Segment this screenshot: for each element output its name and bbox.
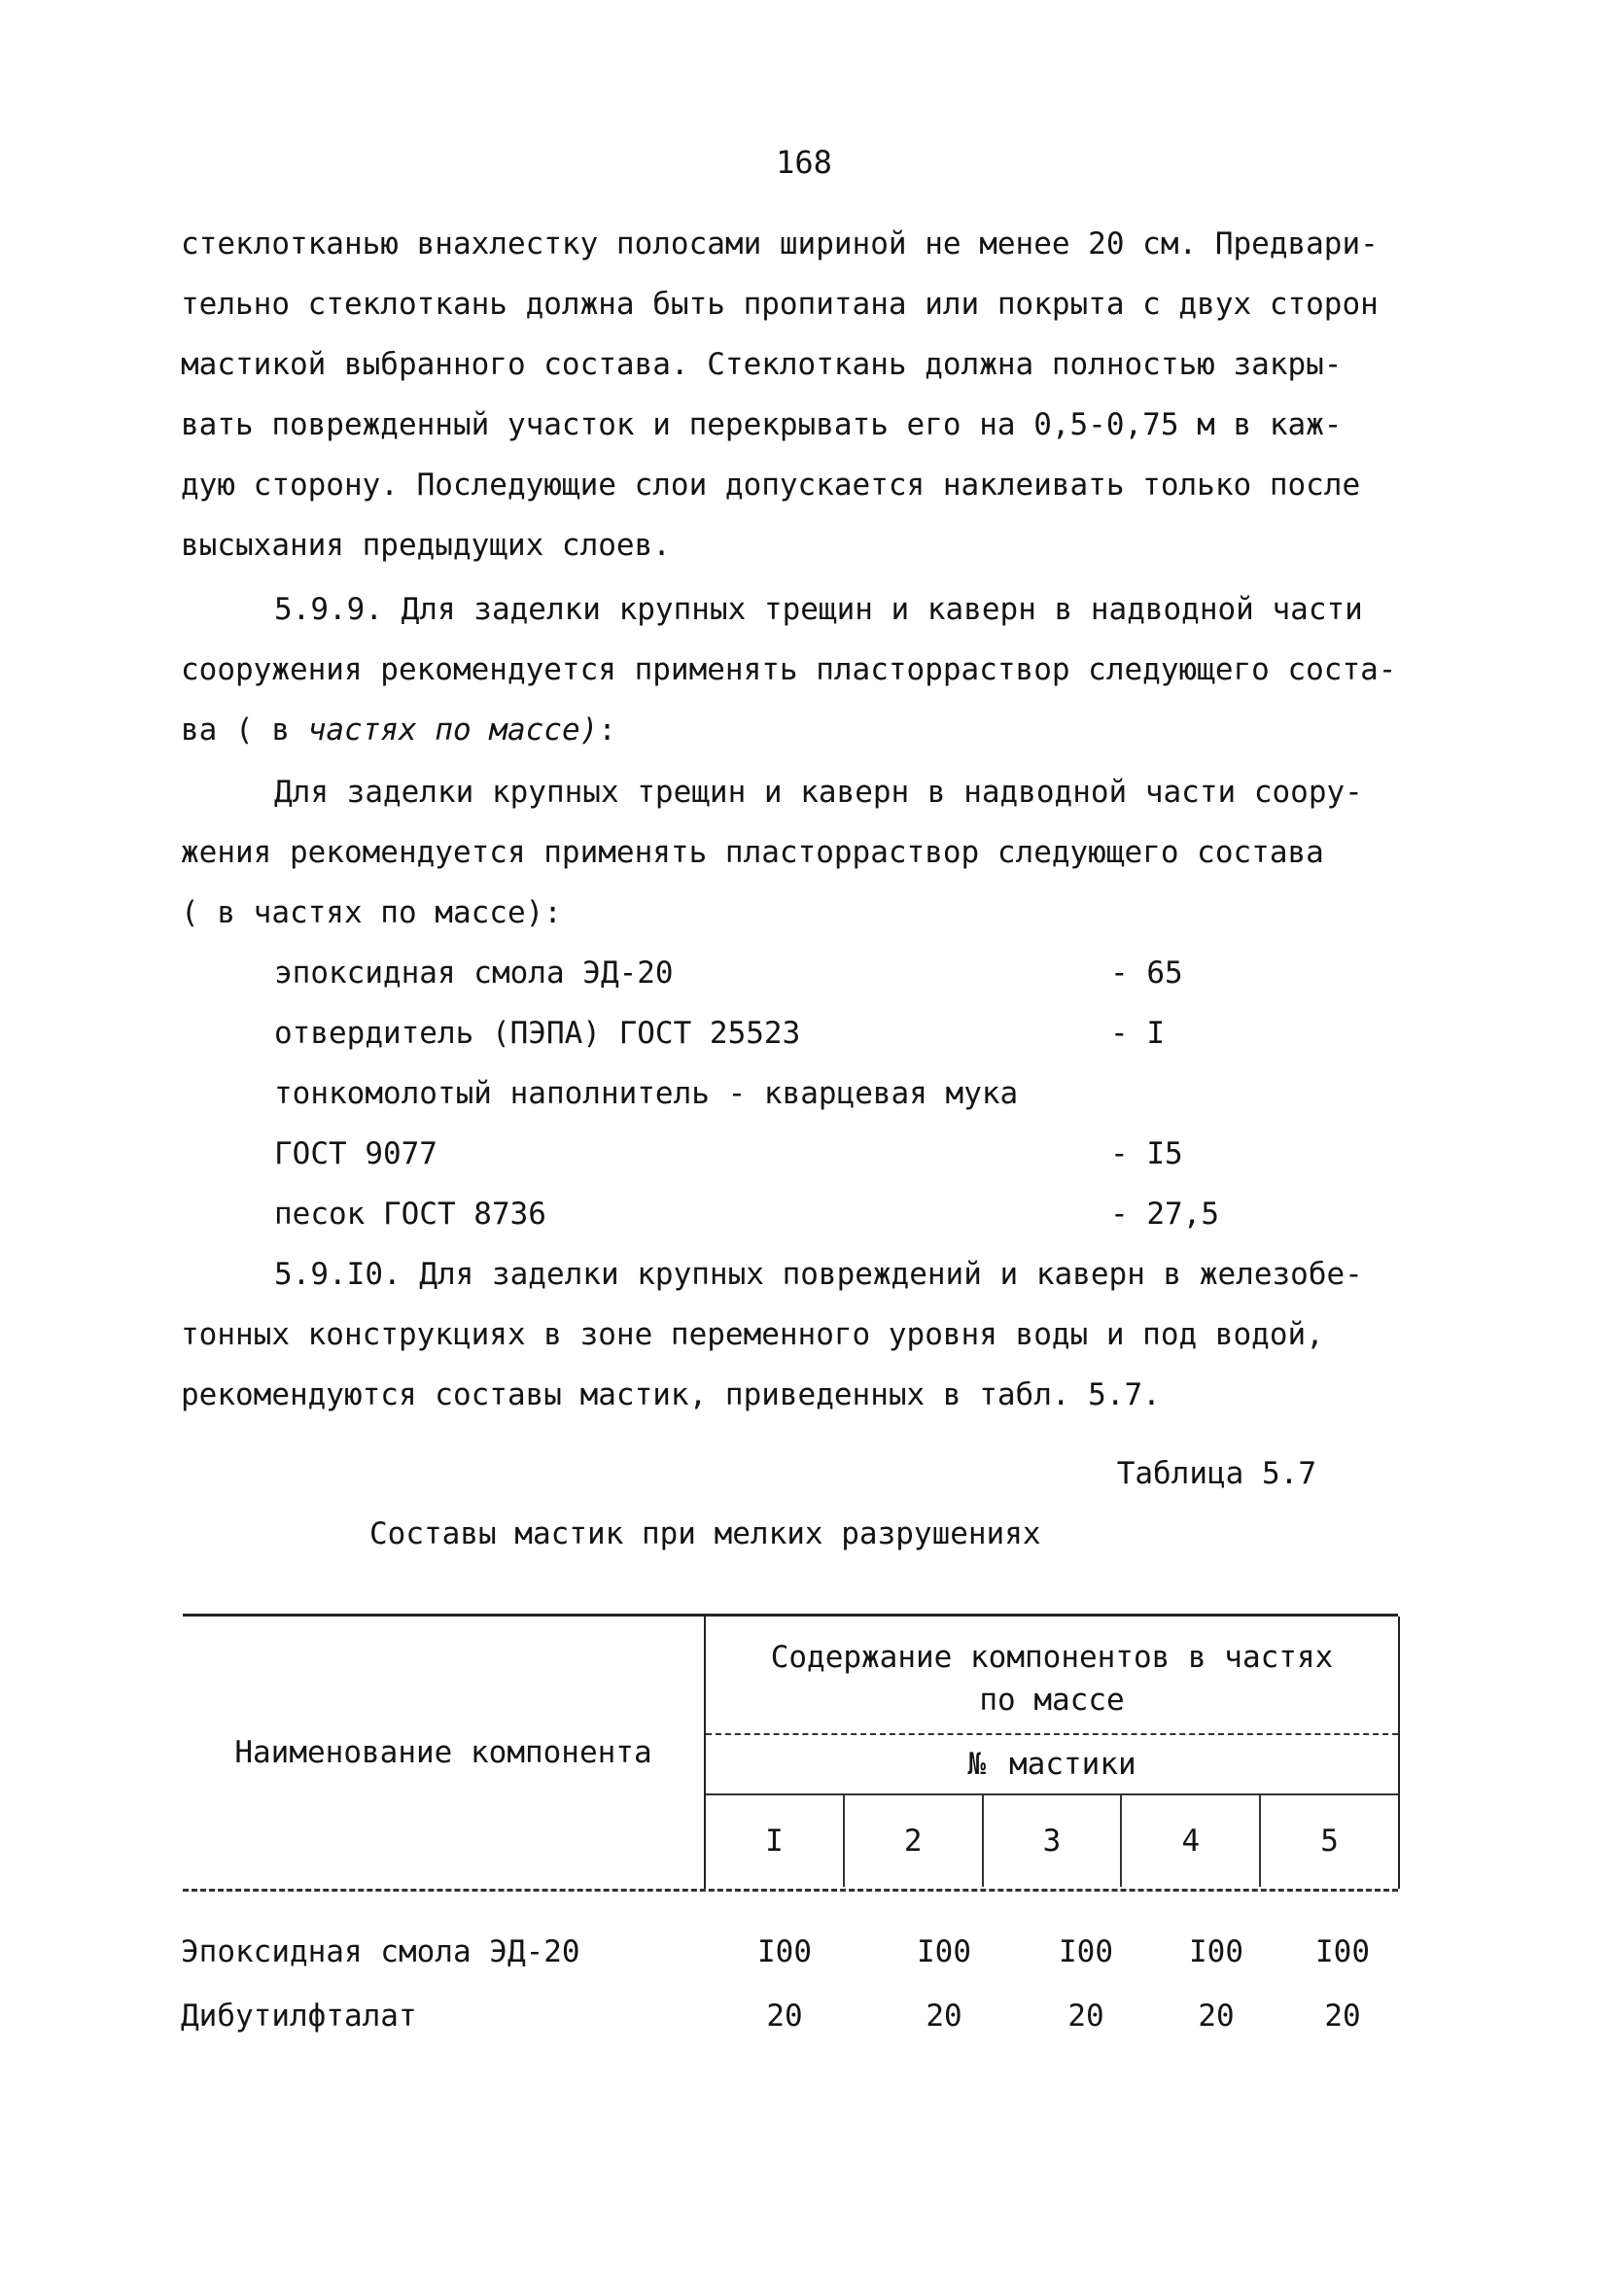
table-caption: Таблица 5.7: [1116, 1456, 1316, 1491]
recipe-item-name: эпоксидная смола ЭД-20: [274, 956, 674, 991]
recipe-item-name: тонкомолотый наполнитель - кварцевая мука: [274, 1076, 1019, 1111]
table-cell: I00: [1315, 1934, 1370, 1969]
header-mastic-columns: [706, 1795, 1398, 1887]
italic-text: частях по массе): [307, 713, 599, 748]
recipe-item: [274, 1184, 1246, 1244]
recipe-item-name: ГОСТ 9077: [274, 1136, 437, 1171]
header-column-number: I: [706, 1795, 845, 1887]
header-content-line: Содержание компонентов в частях: [770, 1640, 1334, 1675]
paragraph-repeat: [181, 762, 1435, 943]
header-column-number: 5: [1320, 1824, 1339, 1859]
table-cell: 20: [1198, 1999, 1235, 2034]
recipe-item-value: - I5: [1110, 1136, 1183, 1171]
header-column-number: 4: [1122, 1795, 1261, 1887]
recipe-item-value: - I: [1110, 1016, 1165, 1051]
header-content: [706, 1617, 1400, 1889]
recipe-list: [274, 943, 1246, 1244]
page-number: 168: [776, 144, 832, 181]
text-line: рекомендуются составы мастик, приведенных в табл. 5.7.: [181, 1377, 1161, 1412]
header-column-number: 3: [984, 1795, 1123, 1887]
recipe-item: [274, 1063, 1246, 1124]
text-fragment: :: [598, 713, 616, 748]
table-cell: I00: [1189, 1934, 1243, 1969]
text-line: 5.9.I0. Для заделки крупных повреждений и каверн в железобе-: [274, 1257, 1363, 1292]
mastic-table-header: [183, 1614, 1398, 1892]
table-cell: 20: [1067, 1999, 1104, 2034]
header-component-name: Наименование компонента: [183, 1617, 706, 1889]
recipe-item: [274, 943, 1246, 1003]
mastic-table-body: [181, 1920, 1406, 2048]
number-sign: №: [967, 1747, 986, 1782]
paragraph-5-9-9: [181, 579, 1435, 760]
text-line: сооружения рекомендуется применять пласторраствор следующего соста-: [181, 652, 1397, 687]
row-component-name: Дибутилфталат: [181, 1999, 417, 2034]
text-fragment: ва ( в: [181, 713, 308, 748]
header-mastic-number: [706, 1733, 1398, 1795]
table-row: [181, 1984, 1406, 2048]
text-line: тельно стеклоткань должна быть пропитана или покрыта с двух сторон: [181, 287, 1379, 322]
table-cell: 20: [926, 1999, 962, 2034]
header-column-number: 2: [845, 1795, 984, 1887]
table-row: [181, 1920, 1406, 1984]
text-line: высыхания предыдущих слоев.: [181, 528, 671, 563]
header-content-title: [706, 1636, 1398, 1722]
table-cell: 20: [1324, 1999, 1361, 2034]
recipe-item-name: отвердитель (ПЭПА) ГОСТ 25523: [274, 1016, 801, 1051]
header-content-line: по массе: [979, 1683, 1125, 1718]
recipe-item-name: песок ГОСТ 8736: [274, 1197, 546, 1232]
table-cell: I00: [1059, 1934, 1113, 1969]
recipe-item: [274, 1124, 1246, 1184]
recipe-item: [274, 1003, 1246, 1063]
text-line: ( в частях по массе):: [181, 895, 562, 930]
text-line: 5.9.9. Для заделки крупных трещин и каверн в надводной части: [274, 592, 1363, 627]
table-cell: I00: [757, 1934, 812, 1969]
text-line: мастикой выбранного состава. Стеклоткань должна полностью закры-: [181, 347, 1343, 382]
text-line: жения рекомендуется применять пласторраствор следующего состава: [181, 835, 1324, 870]
table-cell: I00: [917, 1934, 971, 1969]
recipe-item-value: - 65: [1110, 956, 1183, 991]
text-line: дую сторону. Последующие слои допускается наклеивать только после: [181, 468, 1361, 503]
mastic-label: мастики: [1009, 1747, 1136, 1782]
text-line: вать поврежденный участок и перекрывать его на 0,5-0,75 м в каж-: [181, 407, 1343, 442]
recipe-item-value: - 27,5: [1110, 1197, 1219, 1232]
row-component-name: Эпоксидная смола ЭД-20: [181, 1934, 580, 1969]
table-cell: 20: [766, 1999, 803, 2034]
paragraph-continuation: [181, 214, 1435, 575]
table-title: Составы мастик при мелких разрушениях: [369, 1516, 1041, 1551]
text-line: тонных конструкциях в зоне переменного уровня воды и под водой,: [181, 1317, 1324, 1352]
text-line: стеклотканью внахлестку полосами шириной не менее 20 см. Предвари-: [181, 226, 1379, 261]
text-line: [181, 700, 1435, 760]
paragraph-5-9-10: [181, 1244, 1435, 1425]
text-line: Для заделки крупных трещин и каверн в надводной части соору-: [274, 775, 1363, 810]
